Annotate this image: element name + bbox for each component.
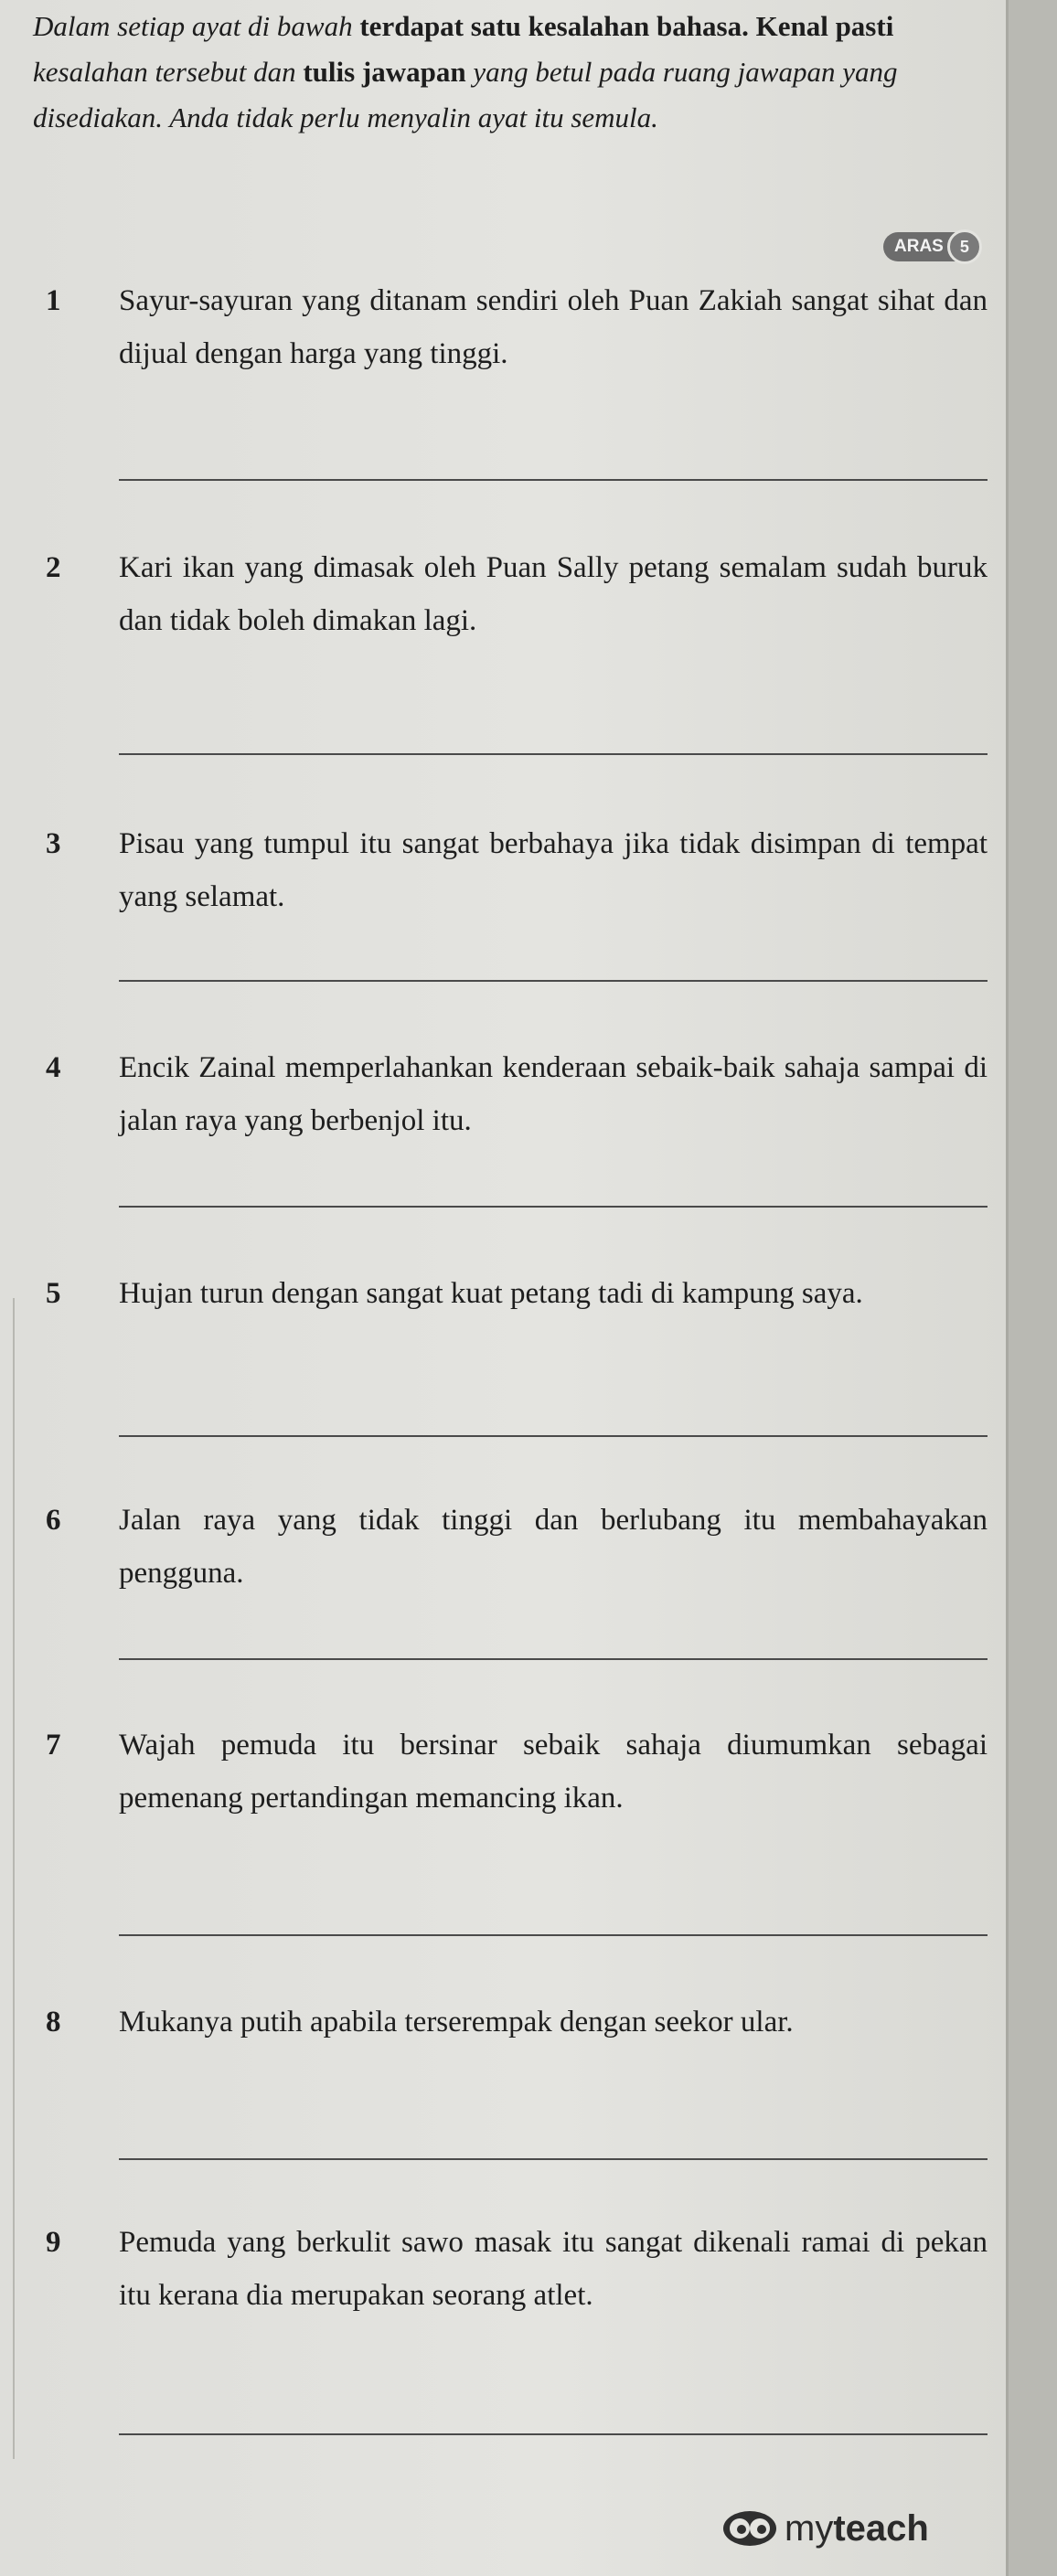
answer-line[interactable] <box>119 479 988 481</box>
instructions-part2: terdapat satu kesalahan bahasa. Kenal pasti <box>352 10 894 42</box>
question-number: 6 <box>46 1504 61 1537</box>
question-number: 8 <box>46 2006 61 2038</box>
instructions-part1: Dalam setiap ayat di bawah <box>33 10 353 42</box>
instructions-part5: yang betul pada ruang jawapan yang disediakan. Anda tidak perlu menyalin ayat itu semula. <box>33 56 898 133</box>
question-number: 5 <box>46 1277 61 1310</box>
question-item <box>46 274 988 380</box>
brand-name-part2: teach <box>833 2508 929 2549</box>
answer-line[interactable] <box>119 1934 988 1936</box>
level-badge <box>883 232 982 261</box>
question-item <box>46 541 988 647</box>
question-number: 9 <box>46 2226 61 2259</box>
level-badge-label: ARAS <box>883 232 956 261</box>
answer-line[interactable] <box>119 753 988 755</box>
brand-name <box>785 2510 929 2547</box>
question-number: 4 <box>46 1051 61 1084</box>
answer-line[interactable] <box>119 1658 988 1660</box>
question-item <box>46 1267 988 1320</box>
question-text: Mukanya putih apabila terserempak dengan seekor ular. <box>119 2006 794 2038</box>
instructions <box>33 4 984 141</box>
myteach-logo-icon <box>722 2510 777 2547</box>
instructions-part3: kesalahan tersebut dan <box>33 56 296 88</box>
question-text: Hujan turun dengan sangat kuat petang tadi di kampung saya. <box>119 1277 863 1310</box>
question-item <box>46 1996 988 2049</box>
question-number: 3 <box>46 827 61 860</box>
question-text: Encik Zainal memperlahankan kenderaan sebaik-baik sahaja sampai di jalan raya yang berbenjol itu. <box>119 1051 988 1137</box>
question-item <box>46 817 988 923</box>
answer-line[interactable] <box>119 1435 988 1437</box>
margin-rule <box>13 1298 15 2459</box>
question-item <box>46 1494 988 1600</box>
question-item <box>46 2216 988 2322</box>
question-text: Wajah pemuda itu bersinar sebaik sahaja diumumkan sebagai pemenang pertandingan memancing ikan. <box>119 1729 988 1815</box>
page-edge <box>1006 0 1057 2576</box>
question-number: 2 <box>46 551 61 584</box>
answer-line[interactable] <box>119 2433 988 2435</box>
question-text: Jalan raya yang tidak tinggi dan berlubang itu membahayakan pengguna. <box>119 1504 988 1590</box>
answer-line[interactable] <box>119 980 988 982</box>
question-number: 1 <box>46 284 61 317</box>
question-text: Sayur-sayuran yang ditanam sendiri oleh Puan Zakiah sangat sihat dan dijual dengan harga yang tinggi. <box>119 284 988 370</box>
question-text: Kari ikan yang dimasak oleh Puan Sally petang semalam sudah buruk dan tidak boleh dimakan lagi. <box>119 551 988 637</box>
instructions-part4: tulis jawapan <box>295 56 466 88</box>
question-text: Pisau yang tumpul itu sangat berbahaya jika tidak disimpan di tempat yang selamat. <box>119 827 988 913</box>
answer-line[interactable] <box>119 2158 988 2160</box>
question-item <box>46 1041 988 1147</box>
question-item <box>46 1719 988 1825</box>
brand-name-part1: my <box>785 2508 834 2549</box>
question-number: 7 <box>46 1729 61 1762</box>
level-badge-number: 5 <box>947 229 982 264</box>
question-text: Pemuda yang berkulit sawo masak itu sangat dikenali ramai di pekan itu kerana dia merupakan seorang atlet. <box>119 2226 988 2312</box>
publisher-brand <box>722 2510 929 2547</box>
answer-line[interactable] <box>119 1206 988 1208</box>
